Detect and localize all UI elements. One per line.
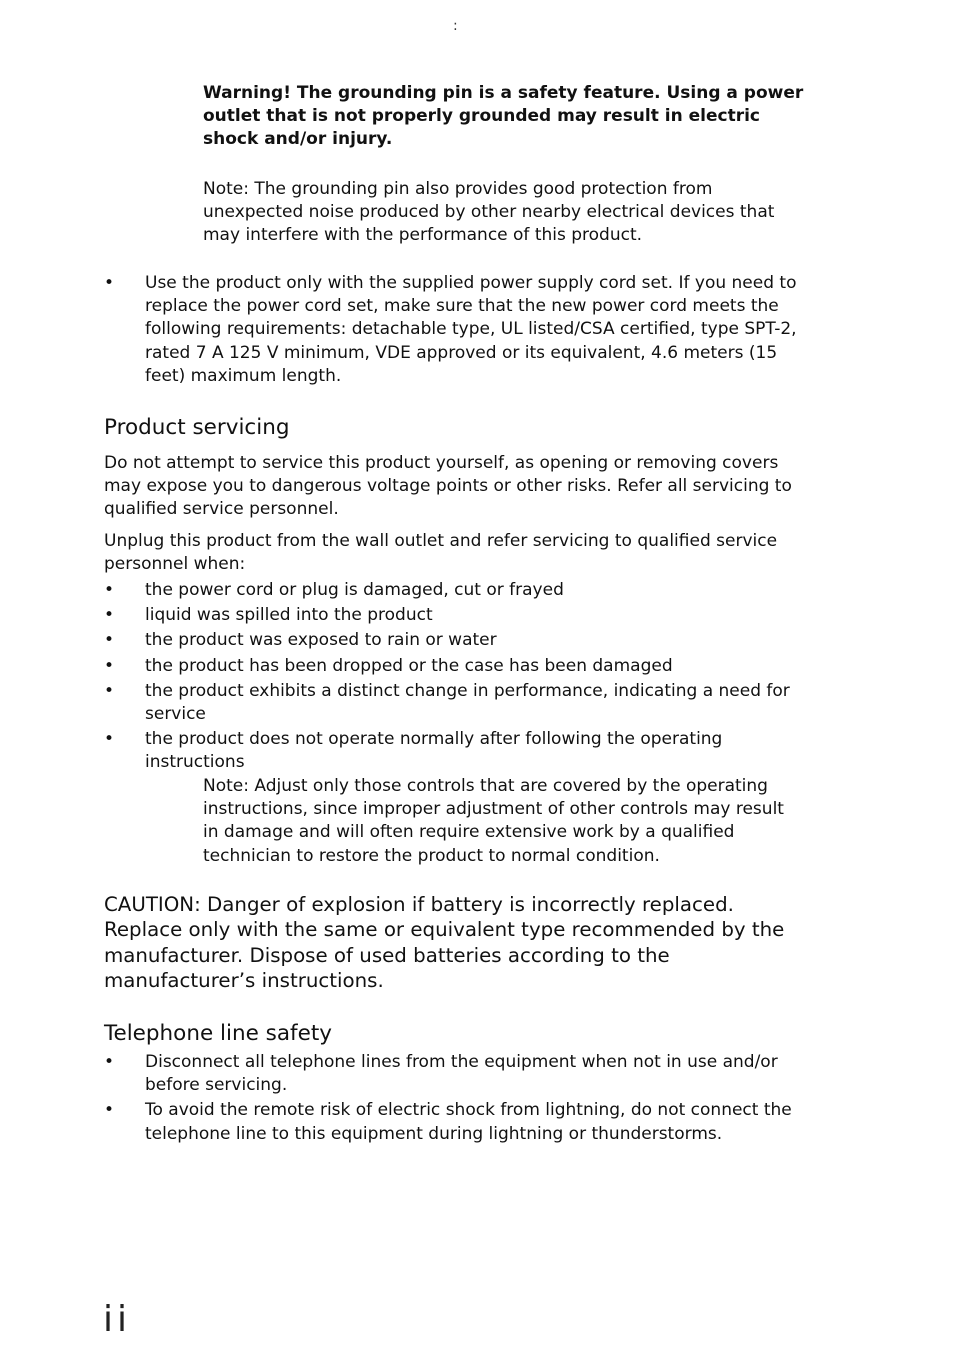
bullet-icon: • [104, 1100, 115, 1121]
grounding-note [203, 178, 813, 248]
note-text: Adjust only those controls that are covered by the operating instructions, since improper adjustment of other controls may result in damage and will often require extensive work by a qualified technician to restore the product to normal condition. [203, 776, 784, 866]
bullet-icon: • [104, 273, 115, 293]
header-mark: : [453, 18, 458, 34]
list-item [104, 680, 814, 726]
bullet-icon: • [104, 580, 115, 600]
bullet-icon: • [104, 655, 115, 676]
power-cord-list [104, 272, 814, 388]
list-item [104, 728, 814, 774]
grounding-warning: Warning! The grounding pin is a safety feature. Using a power outlet that is not properly grounded may result in electric shock and/or injury. [203, 83, 804, 150]
section-heading-product-servicing: Product servicing [104, 415, 290, 440]
list-item [104, 579, 814, 602]
list-item-text: To avoid the remote risk of electric shock from lightning, do not connect the telephone line to this equipment during lightning or thunderstorms. [145, 1100, 792, 1144]
note-label: Note: [203, 776, 249, 796]
note-text: The grounding pin also provides good protection from unexpected noise produced by other nearby electrical devices that may interfere with the performance of this product. [203, 179, 775, 246]
servicing-conditions-list [104, 579, 814, 777]
unplug-paragraph: Unplug this product from the wall outlet and refer servicing to qualified service personnel when: [104, 531, 778, 575]
list-item-text: the power cord or plug is damaged, cut or frayed [145, 580, 564, 600]
list-item [104, 1051, 814, 1097]
list-item [104, 1099, 814, 1145]
battery-caution: CAUTION: Danger of explosion if battery is incorrectly replaced. Replace only with the same or equivalent type recommended by the manufacturer. Dispose of used batteries according to the manufacturer’s instructions. [104, 893, 785, 993]
telephone-safety-list [104, 1051, 814, 1148]
bullet-icon: • [104, 605, 115, 626]
bullet-icon: • [104, 1052, 115, 1072]
bullet-icon: • [104, 729, 115, 750]
bullet-icon: • [104, 630, 115, 651]
list-item [104, 629, 814, 652]
list-item-text: the product does not operate normally after following the operating instructions [145, 729, 723, 773]
list-item [104, 655, 814, 678]
list-item [104, 604, 814, 627]
list-item-text: Disconnect all telephone lines from the equipment when not in use and/or before servicing. [145, 1052, 778, 1096]
section-heading-telephone-safety: Telephone line safety [104, 1021, 332, 1046]
list-item-text: the product exhibits a distinct change in performance, indicating a need for service [145, 680, 790, 725]
bullet-icon: • [104, 680, 115, 701]
servicing-paragraph: Do not attempt to service this product yourself, as opening or removing covers may expose you to dangerous voltage points or other risks. Refer all servicing to qualified service personnel. [104, 453, 792, 520]
list-item-text: Use the product only with the supplied power supply cord set. If you need to replace the power cord set, make sure that the new power cord meets the following requirements: detachable type, UL listed/CSA certified, type SPT-2, rated 7 A 125 V minimum, VDE approved or its equivalent, 4.6 meters (15 feet) maximum length. [145, 273, 797, 386]
page-number: ii [103, 1299, 132, 1340]
list-item [104, 272, 814, 388]
note-label: Note: [203, 179, 249, 199]
controls-note [203, 775, 803, 868]
list-item-text: the product has been dropped or the case has been damaged [145, 655, 673, 676]
list-item-text: liquid was spilled into the product [145, 605, 433, 626]
list-item-text: the product was exposed to rain or water [145, 630, 497, 651]
